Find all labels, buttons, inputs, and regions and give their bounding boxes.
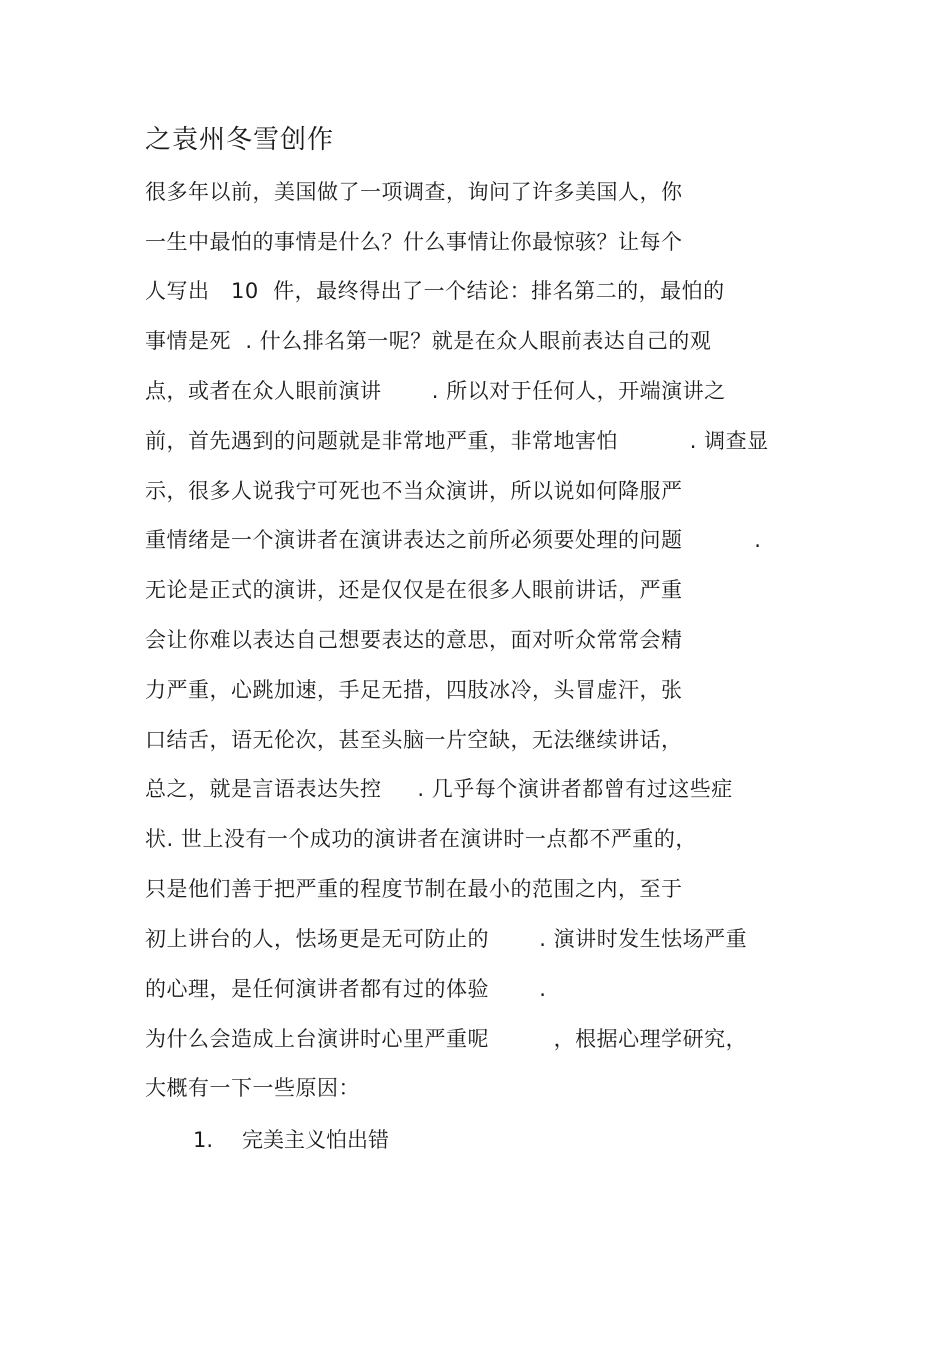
paragraph-line: 会让你难以表达自己想要表达的意思，面对听众常常会精 <box>145 628 683 652</box>
paragraph-line: 一生中最怕的事情是什么？什么事情让你最惊骇？让每个 <box>145 230 683 254</box>
paragraph-line: 初上讲台的人，怯场更是无可防止的 . 演讲时发生怯场严重 <box>145 927 748 951</box>
paragraph-line: 重情绪是一个演讲者在演讲表达之前所必须要处理的问题 . <box>145 528 762 552</box>
paragraph-line: 无论是正式的演讲，还是仅仅是在很多人眼前讲话，严重 <box>145 578 683 602</box>
paragraph-line: 为什么会造成上台演讲时心里严重呢 ，根据心理学研究， <box>145 1027 748 1051</box>
document-title: 之袁州冬雪创作 <box>145 125 335 155</box>
paragraph-line: 很多年以前，美国做了一项调查，询问了许多美国人，你 <box>145 180 683 204</box>
paragraph-line: 事情是死 . 什么排名第一呢？就是在众人眼前表达自己的观 <box>145 329 712 353</box>
list-item-number: 1. <box>193 1128 214 1152</box>
paragraph-line: 大概有一下一些原因： <box>145 1076 360 1100</box>
list-item-text: 完美主义怕出错 <box>242 1128 389 1152</box>
paragraph-line: 口结舌，语无伦次，甚至头脑一片空缺，无法继续讲话， <box>145 728 683 752</box>
paragraph-line: 点，或者在众人眼前演讲 . 所以对于任何人，开端演讲之 <box>145 379 726 403</box>
paragraph-line: 力严重，心跳加速，手足无措，四肢冰冷，头冒虚汗，张 <box>145 678 683 702</box>
paragraph-line: 示，很多人说我宁可死也不当众演讲，所以说如何降服严 <box>145 479 683 503</box>
paragraph-line: 前，首先遇到的问题就是非常地严重，非常地害怕 . 调查显 <box>145 429 769 453</box>
paragraph-line: 只是他们善于把严重的程度节制在最小的范围之内，至于 <box>145 877 683 901</box>
paragraph-line: 人写出 10 件，最终得出了一个结论：排名第二的，最怕的 <box>145 279 725 303</box>
paragraph-line: 的心理，是任何演讲者都有过的体验 . <box>145 977 547 1001</box>
paragraph-line: 状. 世上没有一个成功的演讲者在演讲时一点都不严重的， <box>145 827 697 851</box>
paragraph-line: 总之，就是言语表达失控 . 几乎每个演讲者都曾有过这些症 <box>145 777 733 801</box>
